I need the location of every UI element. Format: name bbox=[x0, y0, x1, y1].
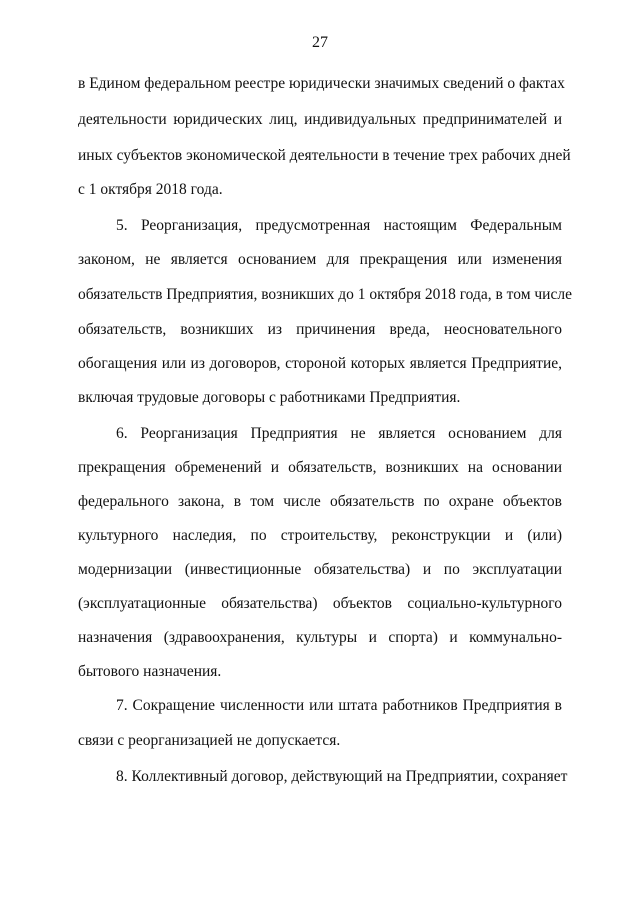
paragraph-6-line-5: модернизации (инвестиционные обязательства) и по эксплуатации bbox=[78, 561, 562, 578]
paragraph-1-line-3: иных субъектов экономической деятельности в течение трех рабочих дней bbox=[78, 147, 571, 164]
paragraph-5-line-3: обязательств Предприятия, возникших до 1 октября 2018 года, в том числе bbox=[78, 286, 572, 303]
paragraph-6-line-2: прекращения обременений и обязательств, возникших на основании bbox=[78, 459, 562, 476]
paragraph-6-line-7: назначения (здравоохранения, культуры и спорта) и коммунально- bbox=[78, 629, 562, 646]
page-number: 27 bbox=[312, 34, 328, 51]
paragraph-6-line-6: (эксплуатационные обязательства) объектов социально-культурного bbox=[78, 595, 562, 612]
paragraph-6-line-8: бытового назначения. bbox=[78, 663, 222, 680]
paragraph-6-line-1: 6. Реорганизация Предприятия не является основанием для bbox=[116, 425, 562, 442]
paragraph-1-line-1: в Едином федеральном реестре юридически значимых сведений о фактах bbox=[78, 75, 565, 92]
paragraph-5-line-1: 5. Реорганизация, предусмотренная настоящим Федеральным bbox=[116, 217, 562, 234]
paragraph-7-line-2: связи с реорганизацией не допускается. bbox=[78, 732, 341, 749]
paragraph-6-line-3: федерального закона, в том числе обязательств по охране объектов bbox=[78, 493, 562, 510]
paragraph-1-line-2: деятельности юридических лиц, индивидуальных предпринимателей и bbox=[78, 111, 562, 128]
paragraph-5-line-5: обогащения или из договоров, стороной которых является Предприятие, bbox=[78, 355, 562, 372]
paragraph-1-line-4: с 1 октября 2018 года. bbox=[78, 181, 223, 198]
paragraph-6-line-4: культурного наследия, по строительству, реконструкции и (или) bbox=[78, 527, 562, 544]
paragraph-5-line-2: законом, не является основанием для прекращения или изменения bbox=[78, 251, 562, 268]
paragraph-5-line-6: включая трудовые договоры с работниками Предприятия. bbox=[78, 389, 461, 406]
paragraph-7-line-1: 7. Сокращение численности или штата работников Предприятия в bbox=[116, 697, 562, 714]
paragraph-5-line-4: обязательств, возникших из причинения вреда, неосновательного bbox=[78, 321, 562, 338]
paragraph-8-line-1: 8. Коллективный договор, действующий на Предприятии, сохраняет bbox=[116, 768, 568, 785]
